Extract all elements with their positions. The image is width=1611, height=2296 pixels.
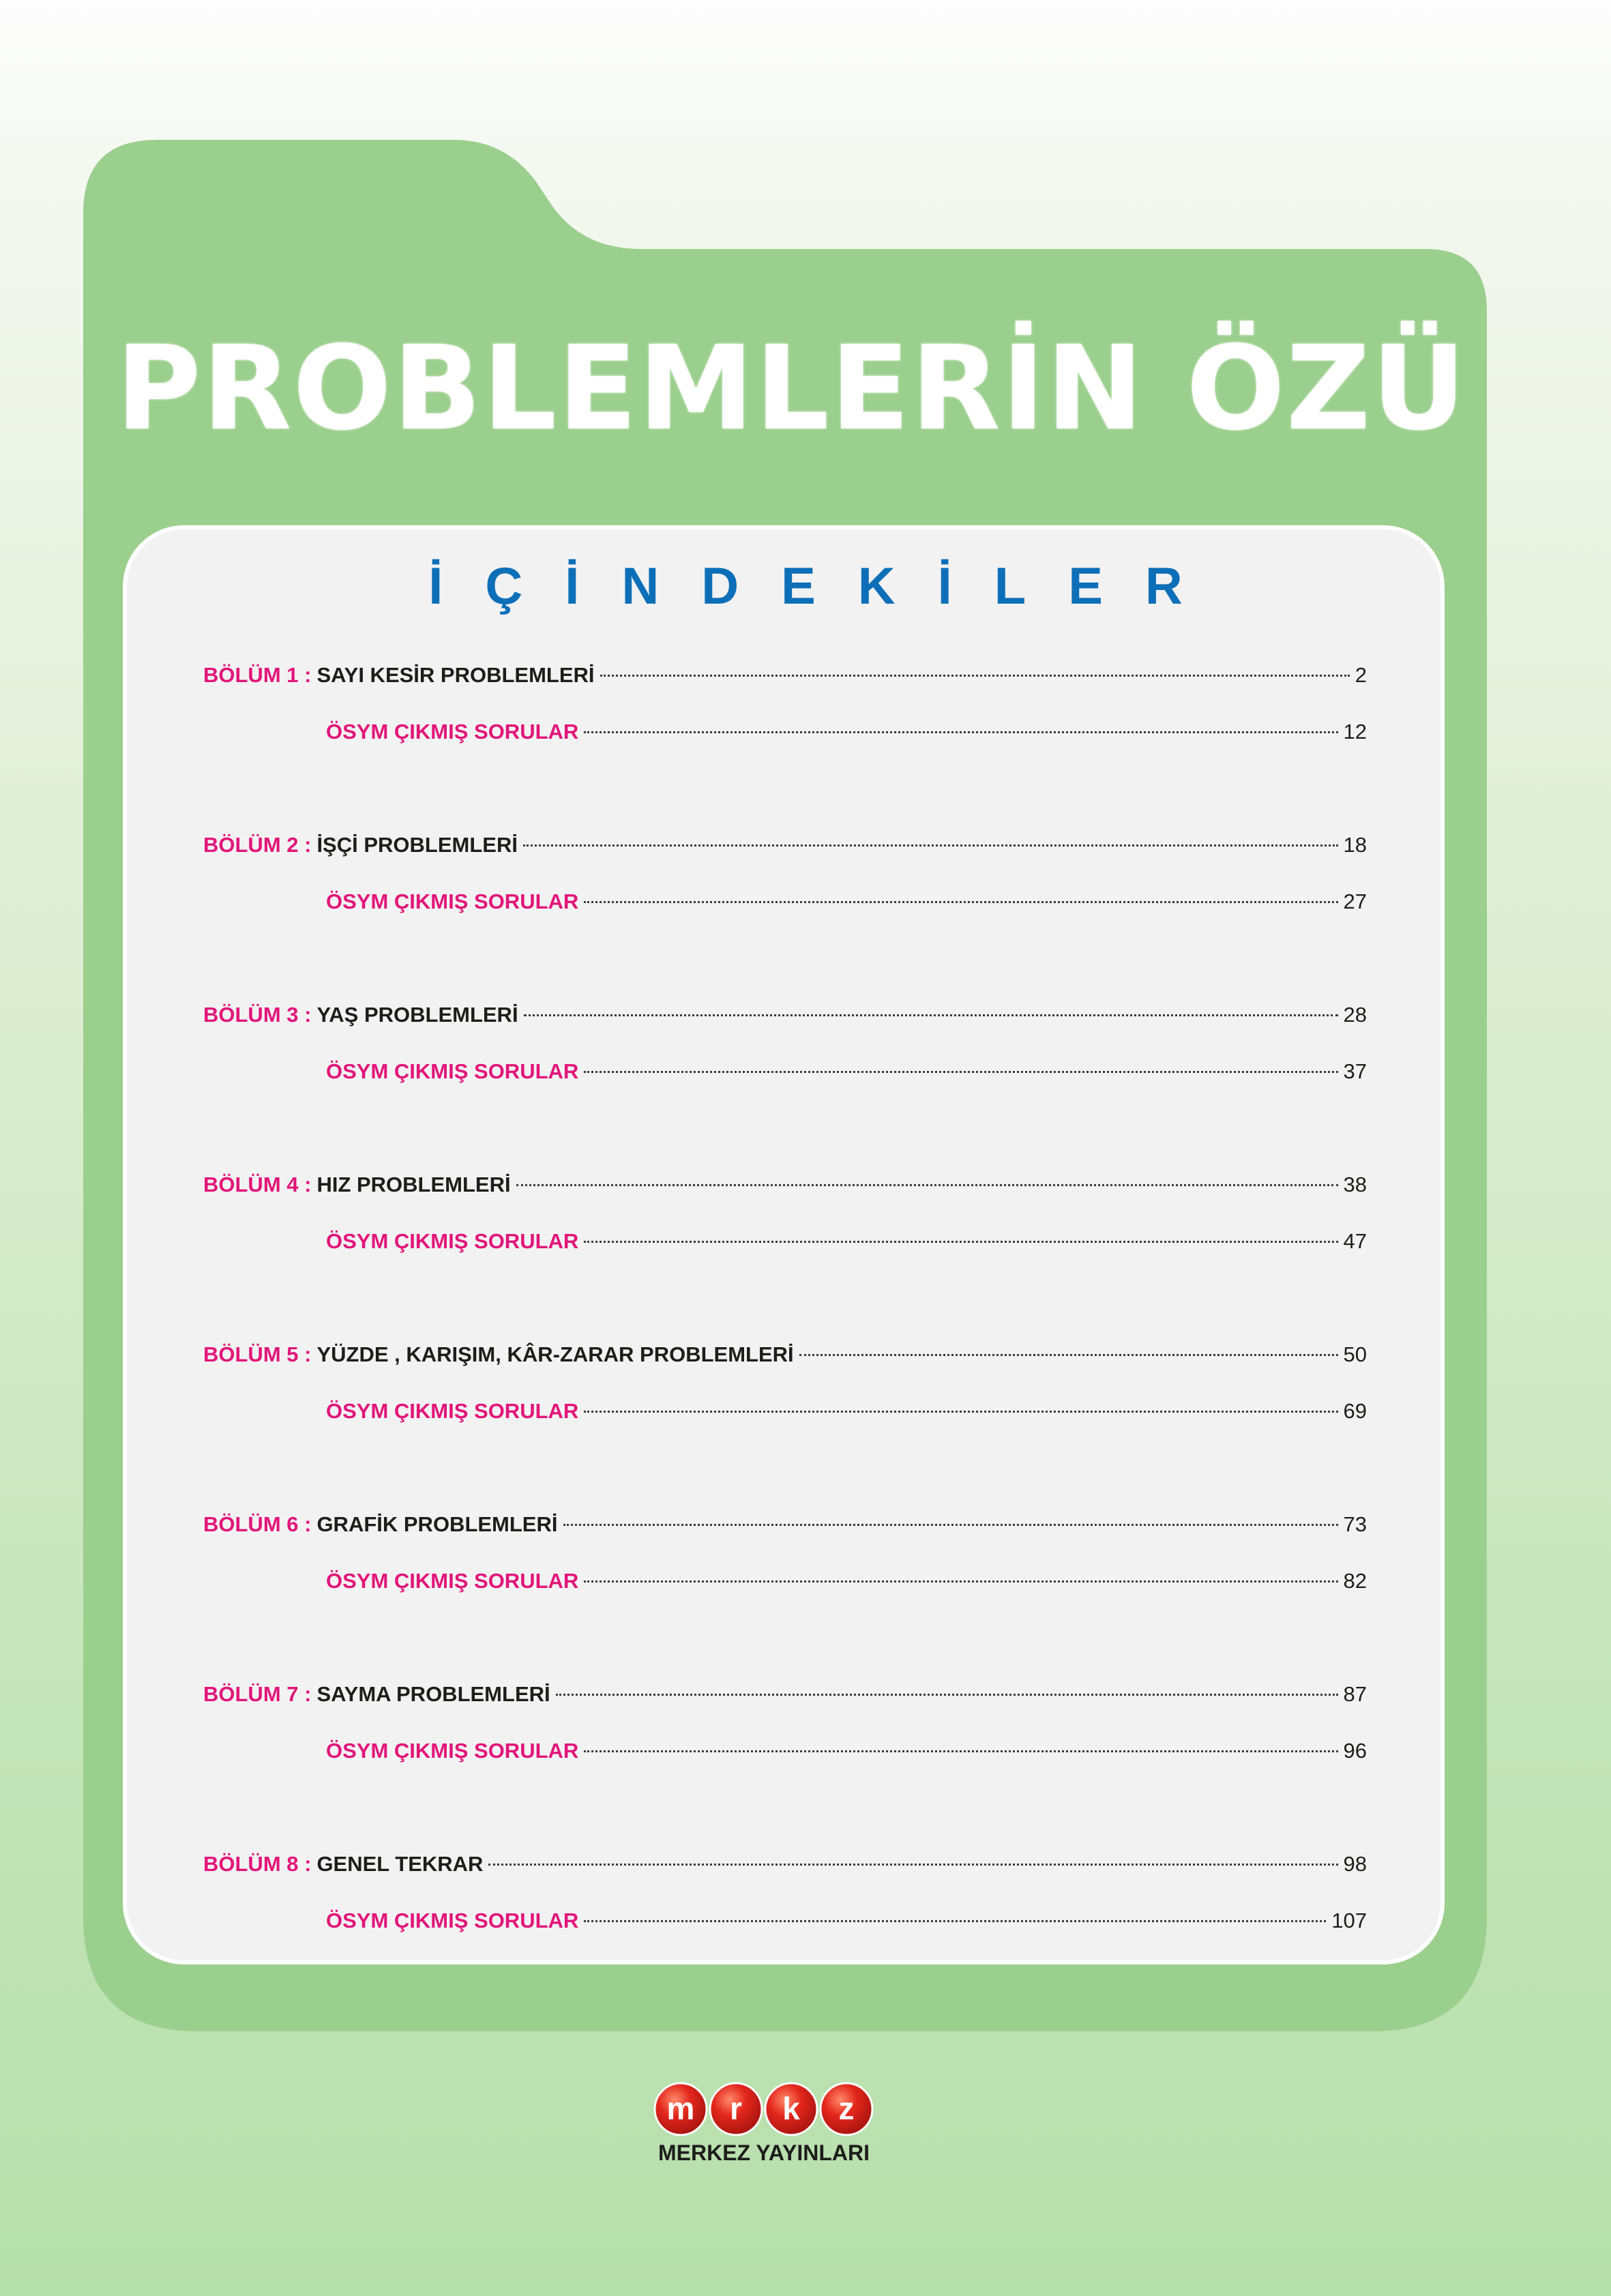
toc-chapter-8-exam-questions[interactable]	[326, 1904, 1367, 1938]
toc-chapter-6[interactable]	[203, 1507, 1367, 1542]
logo-balls	[652, 2080, 877, 2138]
toc-chapter-4[interactable]	[203, 1168, 1367, 1202]
page-number: 38	[1343, 1173, 1367, 1196]
dot-leader	[556, 1694, 1338, 1696]
dot-leader	[563, 1524, 1338, 1526]
dot-leader	[584, 731, 1337, 733]
page-number: 96	[1343, 1739, 1367, 1763]
page-number: 82	[1343, 1569, 1367, 1593]
sub-title: ÖSYM ÇIKMIŞ SORULAR	[326, 1569, 579, 1593]
chapter-label: BÖLÜM 5 :	[203, 1342, 312, 1366]
toc-chapter-3-exam-questions[interactable]	[326, 1055, 1367, 1089]
page-number: 27	[1343, 889, 1367, 913]
sub-title: ÖSYM ÇIKMIŞ SORULAR	[326, 1739, 579, 1763]
toc-chapter-7[interactable]	[203, 1677, 1367, 1711]
toc-chapter-5-exam-questions[interactable]	[326, 1394, 1367, 1428]
dot-leader	[584, 1241, 1337, 1243]
sub-title: ÖSYM ÇIKMIŞ SORULAR	[326, 720, 579, 744]
chapter-title: HIZ PROBLEMLERİ	[316, 1173, 511, 1196]
dot-leader	[584, 1580, 1337, 1583]
dot-leader	[524, 1014, 1338, 1016]
toc-chapter-1-exam-questions[interactable]	[326, 715, 1367, 749]
page-number: 87	[1343, 1682, 1367, 1706]
sub-title: ÖSYM ÇIKMIŞ SORULAR	[326, 1229, 579, 1253]
chapter-label: BÖLÜM 2 :	[203, 833, 312, 857]
page-number: 98	[1343, 1852, 1367, 1876]
sub-title: ÖSYM ÇIKMIŞ SORULAR	[326, 889, 579, 913]
logo-letter: z	[838, 2091, 855, 2126]
book-title: PROBLEMLERİN ÖZÜ	[116, 321, 1468, 456]
toc-chapter-2[interactable]	[203, 828, 1367, 862]
chapter-title: SAYMA PROBLEMLERİ	[316, 1682, 550, 1706]
chapter-title: SAYI KESİR PROBLEMLERİ	[316, 663, 595, 687]
page-number: 12	[1343, 720, 1367, 744]
publisher-logo	[648, 2080, 880, 2176]
toc-chapter-1[interactable]	[203, 658, 1367, 692]
page-number: 50	[1343, 1342, 1367, 1366]
chapter-title: YÜZDE , KARIŞIM, KÂR-ZARAR PROBLEMLERİ	[316, 1342, 794, 1366]
chapter-label: BÖLÜM 3 :	[203, 1003, 312, 1027]
page-number: 107	[1331, 1909, 1367, 1932]
chapter-title: YAŞ PROBLEMLERİ	[316, 1003, 518, 1027]
logo-letter: m	[666, 2091, 695, 2126]
toc-chapter-8[interactable]	[203, 1847, 1367, 1881]
chapter-label: BÖLÜM 1 :	[203, 663, 312, 687]
sub-title: ÖSYM ÇIKMIŞ SORULAR	[326, 1909, 579, 1932]
chapter-label: BÖLÜM 8 :	[203, 1852, 312, 1876]
toc-chapter-4-exam-questions[interactable]	[326, 1224, 1367, 1259]
chapter-label: BÖLÜM 4 :	[203, 1173, 312, 1196]
chapter-title: GENEL TEKRAR	[316, 1852, 484, 1876]
dot-leader	[584, 1750, 1337, 1752]
chapter-label: BÖLÜM 6 :	[203, 1512, 312, 1536]
logo-letter: k	[782, 2091, 800, 2126]
dot-leader	[584, 1920, 1326, 1922]
sub-title: ÖSYM ÇIKMIŞ SORULAR	[326, 1059, 579, 1083]
page-number: 47	[1343, 1229, 1367, 1253]
toc-chapter-3[interactable]	[203, 998, 1367, 1032]
contents-heading: İÇİNDEKİLER	[428, 557, 1225, 615]
dot-leader	[516, 1184, 1338, 1186]
page-number: 37	[1343, 1059, 1367, 1083]
toc-chapter-2-exam-questions[interactable]	[326, 885, 1367, 919]
page-number: 28	[1343, 1003, 1367, 1027]
publisher-name: MERKEZ YAYINLARI	[658, 2140, 870, 2165]
dot-leader	[523, 844, 1338, 847]
chapter-title: İŞÇİ PROBLEMLERİ	[316, 833, 518, 857]
page-number: 18	[1343, 833, 1367, 857]
page-number: 69	[1343, 1399, 1367, 1423]
chapter-title: GRAFİK PROBLEMLERİ	[316, 1512, 558, 1536]
toc-chapter-6-exam-questions[interactable]	[326, 1564, 1367, 1598]
toc-chapter-5[interactable]	[203, 1338, 1367, 1372]
dot-leader	[584, 1071, 1337, 1073]
logo-letter: r	[730, 2091, 742, 2126]
sub-title: ÖSYM ÇIKMIŞ SORULAR	[326, 1399, 579, 1423]
dot-leader	[584, 1411, 1337, 1413]
page-number: 2	[1355, 663, 1367, 687]
dot-leader	[584, 901, 1337, 903]
chapter-label: BÖLÜM 7 :	[203, 1682, 312, 1706]
page-number: 73	[1343, 1512, 1367, 1536]
dot-leader	[799, 1354, 1338, 1356]
toc-chapter-7-exam-questions[interactable]	[326, 1734, 1367, 1768]
dot-leader	[600, 675, 1350, 677]
dot-leader	[488, 1864, 1337, 1866]
